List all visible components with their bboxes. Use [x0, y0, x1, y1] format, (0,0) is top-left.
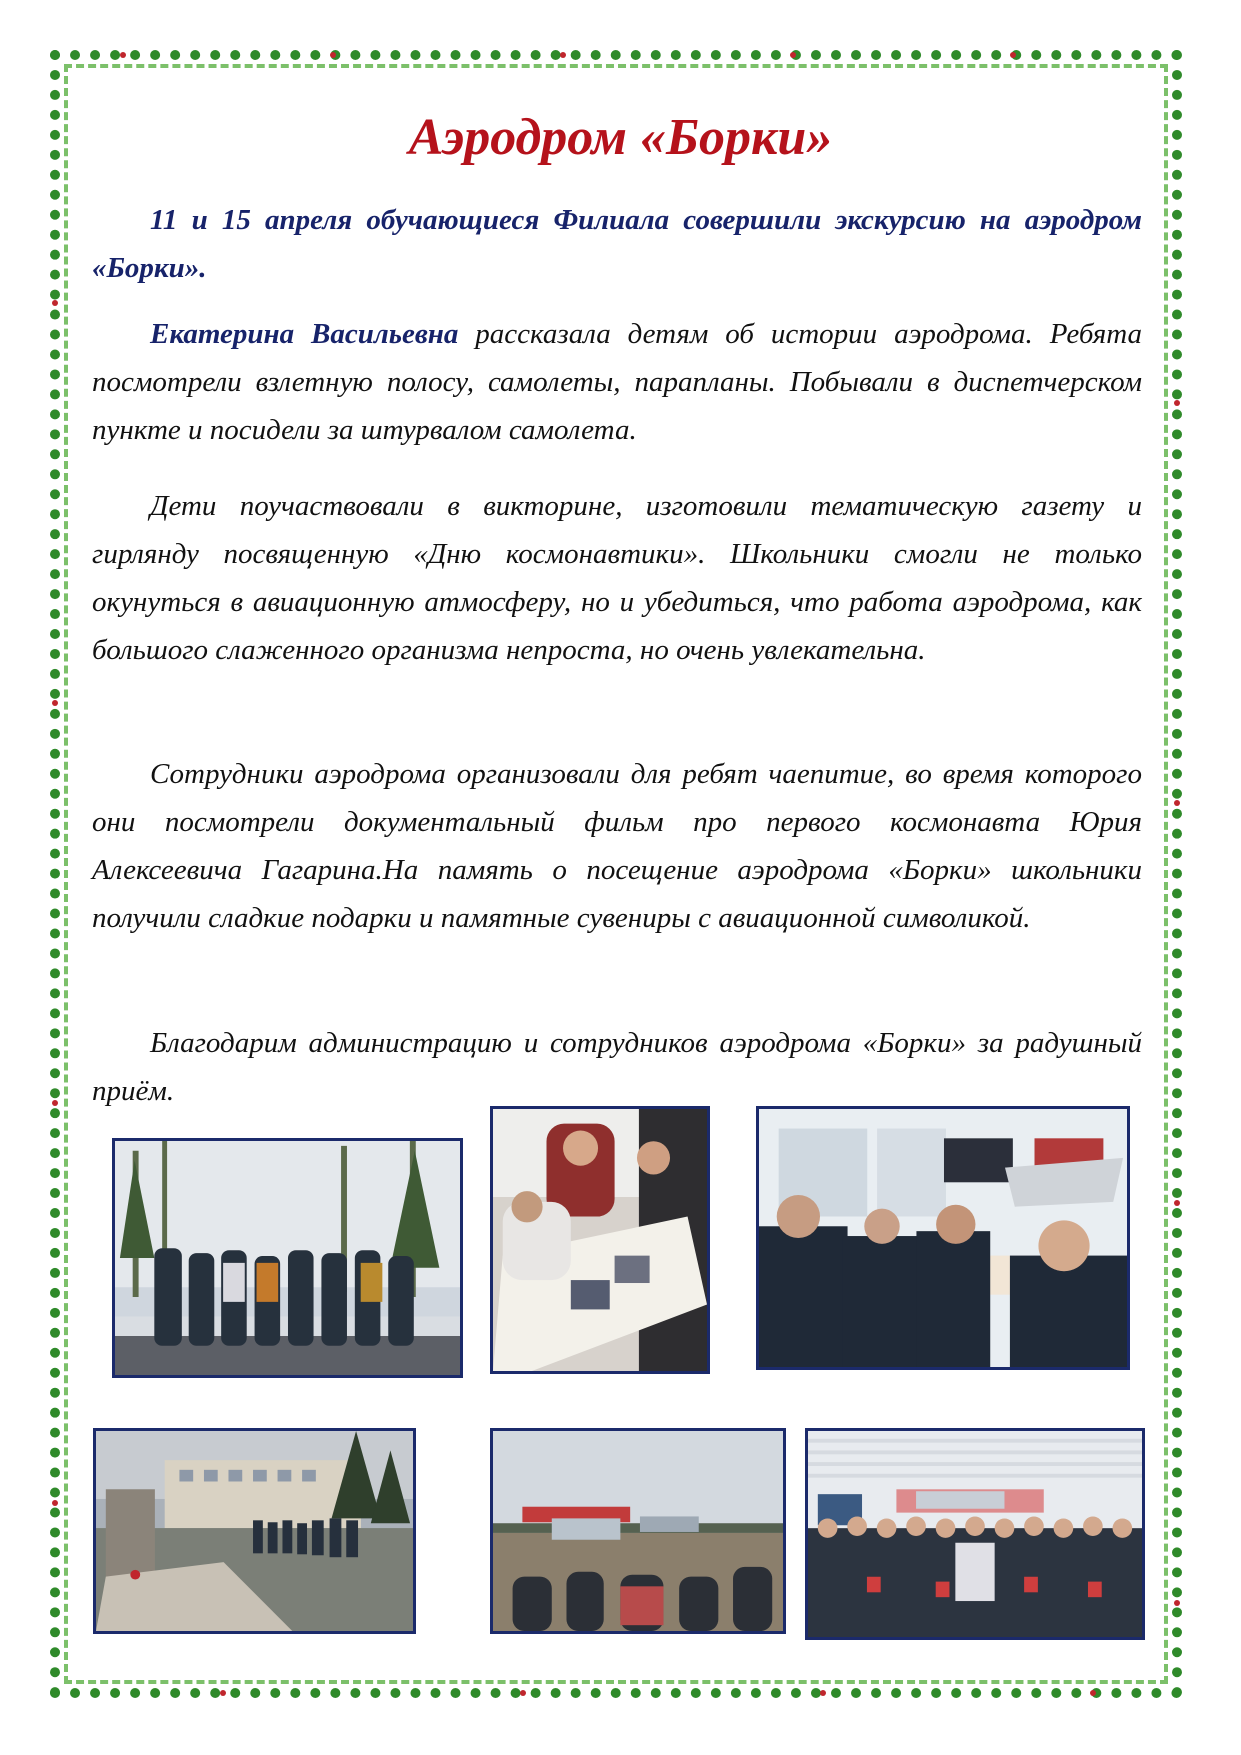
paragraph-tea: Сотрудники аэродрома организовали для ребят чаепитие, во время которого они посмотрели документальный фильм про первого космонавта Юрия Алексеевича Гагарина.На память о посещение аэродрома «Борки» школьники получили сладкие подарки и памятные сувениры с авиационной символикой. — [92, 758, 1142, 934]
paragraph-history-text: рассказала детям об истории аэродрома. Ребята посмотрели взлетную полосу, самолеты, парапланы. Побывали в диспетчерском пункте и посидели за штурвалом самолета. — [92, 318, 1142, 446]
paragraph-quiz: Дети поучаствовали в викторине, изготовили тематическую газету и гирлянду посвященную «Дню космонавтики». Школьники смогли не только окунуться в авиационную атмосферу, но и убедиться, что работа аэродрома, как большого слаженного организма непроста, но очень увлекательна. — [92, 490, 1142, 666]
intro-paragraph: 11 и 15 апреля обучающиеся Филиала совершили экскурсию на аэродром «Борки». — [92, 204, 1142, 284]
paragraph-history — [92, 310, 1142, 454]
page-title: Аэродром «Борки» — [408, 109, 833, 166]
photo-tea-party — [756, 1106, 1130, 1370]
photo-memorial — [93, 1428, 416, 1634]
photo-group-indoors — [805, 1428, 1145, 1640]
paragraph-thanks: Благодарим администрацию и сотрудников аэродрома «Борки» за радушный приём. — [92, 1027, 1142, 1107]
photo-airfield-planes — [490, 1428, 786, 1634]
guide-name: Екатерина Васильевна — [150, 318, 459, 350]
photo-group-outdoors — [112, 1138, 463, 1378]
photo-making-newspaper — [490, 1106, 710, 1374]
